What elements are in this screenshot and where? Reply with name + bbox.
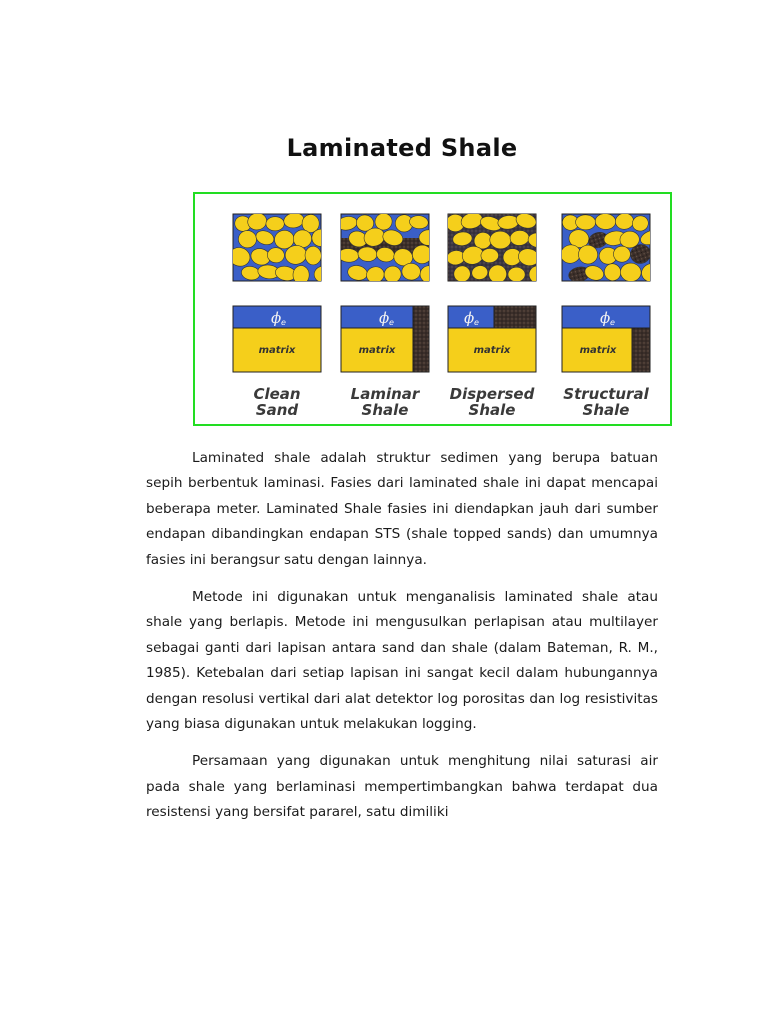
paragraph-1: Laminated shale adalah struktur sedimen yang berupa batuan sepih berbentuk laminasi. Fasies dari laminated shale ini dapat mencapai beberapa meter. Laminated Shale fasies ini diendapkan jauh dari sumber endapan dibandingkan endapan STS (shale topped sands) dan umumnya fasies ini berangsur satu dengan lainnya. [146,450,658,568]
porosity-subscript: e [389,318,394,327]
matrix-label: matrix [258,345,296,356]
matrix-label: matrix [358,345,396,356]
panel-caption-line2: Shale [468,401,516,419]
porosity-symbol: ϕ [600,309,611,327]
grain-pack-2 [336,212,439,285]
porosity-subscript: e [610,318,615,327]
matrix-label: matrix [473,345,511,356]
porosity-symbol: ϕ [271,309,282,327]
shale-types-diagram [195,194,670,424]
panel-3 [446,210,549,419]
porosity-subscript: e [474,318,479,327]
panel-caption-line2: Shale [582,401,630,419]
panel-4 [558,212,664,419]
panel-caption-line1: Dispersed [449,385,535,403]
panel-caption-line1: Laminar [350,385,420,403]
panel-caption-line1: Clean [253,385,301,403]
body-text [146,446,658,838]
grain-pack-3 [446,210,549,284]
porosity-symbol: ϕ [464,309,475,327]
porosity-symbol: ϕ [379,309,390,327]
grain-pack-4 [558,212,664,283]
matrix-label: matrix [579,345,617,356]
panel-1 [227,211,333,419]
panel-caption-line2: Sand [255,401,299,419]
paragraph-2: Metode ini digunakan untuk menganalisis laminated shale atau shale yang berlapis. Metode ini mengusulkan perlapisan atau multilayer sebagai ganti dari lapisan antara sand dan shale (dalam Bateman, R. M., 1985). Ketebalan dari setiap lapisan ini sangat kecil dalam hubungannya dengan resolusi vertikal dari alat detektor log porositas dan log resistivitas yang biasa digunakan untuk melakukan logging. [146,589,658,733]
panel-caption-line2: Shale [361,401,409,419]
porosity-subscript: e [281,318,286,327]
panel-caption-line1: Structural [563,385,649,403]
shale-types-figure [193,192,672,426]
paragraph-3: Persamaan yang digunakan untuk menghitung nilai saturasi air pada shale yang berlaminasi mempertimbangkan bahwa terdapat dua resistensi yang bersifat pararel, satu dimiliki [146,753,658,821]
panel-2 [336,212,439,419]
grain-pack-1 [227,211,333,284]
page-title: Laminated Shale [286,134,518,162]
